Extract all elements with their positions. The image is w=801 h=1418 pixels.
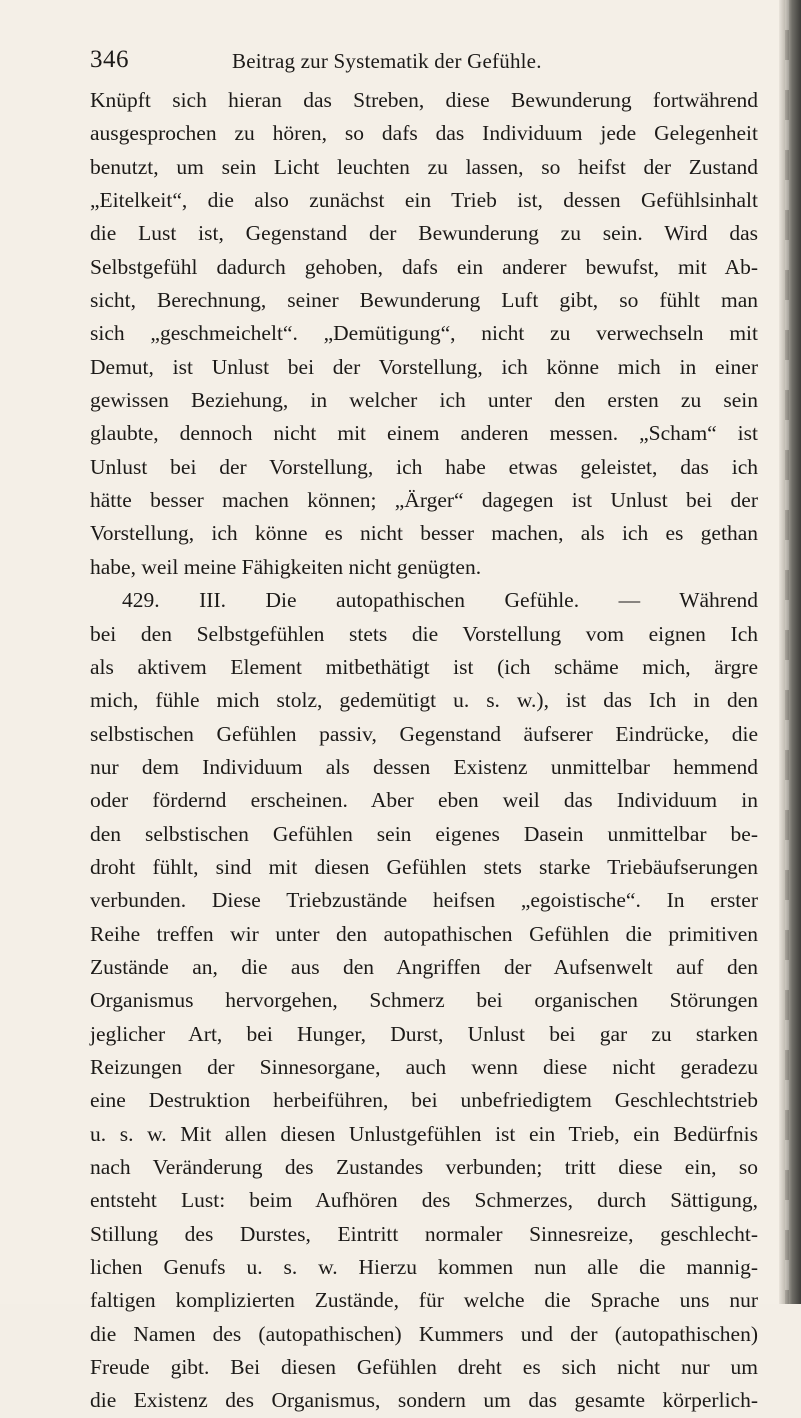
text-line: nur dem Individuum als dessen Existenz unmittelbar hemmend: [90, 754, 758, 779]
text-line: verbunden. Diese Triebzustände heifsen „egoistische“. In erster: [90, 888, 758, 913]
text-line: entsteht Lust: beim Aufhören des Schmerzes, durch Sättigung,: [90, 1188, 758, 1213]
text-line: bei den Selbstgefühlen stets die Vorstellung vom eignen Ich: [90, 621, 758, 646]
text-line: nach Veränderung des Zustandes verbunden; tritt diese ein, so: [90, 1155, 758, 1179]
text-line: den selbstischen Gefühlen sein eigenes Dasein unmittelbar be-: [90, 821, 758, 846]
text-line: u. s. w. Mit allen diesen Unlustgefühlen ist ein Trieb, ein Bedürfnis: [90, 1121, 758, 1146]
text-line: eine Destruktion herbeiführen, bei unbefriedigtem Geschlechtstrieb: [90, 1088, 758, 1113]
text-line: droht fühlt, sind mit diesen Gefühlen stets starke Triebäufserungen: [90, 854, 758, 879]
page-binding-edge: [779, 0, 801, 1304]
text-line: gewissen Beziehung, in welcher ich unter den ersten zu sein: [90, 388, 758, 413]
text-line: Freude gibt. Bei diesen Gefühlen dreht es sich nicht nur um: [90, 1355, 758, 1380]
text-line: jeglicher Art, bei Hunger, Durst, Unlust bei gar zu starken: [90, 1021, 758, 1046]
text-line: Knüpft sich hieran das Streben, diese Bewunderung fortwährend: [90, 88, 758, 112]
running-head: Beitrag zur Systematik der Gefühle.: [232, 49, 542, 73]
text-line: Unlust bei der Vorstellung, ich habe etwas geleistet, das ich: [90, 454, 758, 479]
text-line: die Existenz des Organismus, sondern um das gesamte körperlich-: [90, 1388, 758, 1413]
paragraph-end-line: habe, weil meine Fähigkeiten nicht genügten.: [90, 554, 482, 579]
text-line: „Eitelkeit“, die also zunächst ein Trieb ist, dessen Gefühlsinhalt: [90, 188, 758, 213]
text-line: ausgesprochen zu hören, so dafs das Individuum jede Gelegenheit: [90, 121, 758, 146]
text-line: Zustände an, die aus den Angriffen der Aufsenwelt auf den: [90, 954, 758, 979]
text-line: oder fördernd erscheinen. Aber eben weil das Individuum in: [90, 788, 758, 813]
text-line: Demut, ist Unlust bei der Vorstellung, ich könne mich in einer: [90, 354, 758, 379]
text-line: Vorstellung, ich könne es nicht besser machen, als ich es gethan: [90, 521, 758, 546]
text-line: selbstischen Gefühlen passiv, Gegenstand äufserer Eindrücke, die: [90, 721, 758, 746]
text-line: sich „geschmeichelt“. „Demütigung“, nicht zu verwechseln mit: [90, 321, 758, 346]
page-number: 346: [90, 46, 129, 73]
text-line: glaubte, dennoch nicht mit einem anderen messen. „Scham“ ist: [90, 421, 758, 446]
text-line: lichen Genufs u. s. w. Hierzu kommen nun alle die mannig-: [90, 1255, 758, 1280]
text-line: Organismus hervorgehen, Schmerz bei organischen Störungen: [90, 988, 758, 1013]
text-line: Reihe treffen wir unter den autopathischen Gefühlen die primitiven: [90, 921, 758, 946]
text-line: als aktivem Element mitbethätigt ist (ich schäme mich, ärgre: [90, 654, 758, 679]
text-line: mich, fühle mich stolz, gedemütigt u. s. w.), ist das Ich in den: [90, 688, 758, 713]
page-header: [90, 46, 740, 86]
text-line: hätte besser machen können; „Ärger“ dagegen ist Unlust bei der: [90, 488, 758, 513]
text-line: sicht, Berechnung, seiner Bewunderung Luft gibt, so fühlt man: [90, 288, 758, 313]
text-line: Reizungen der Sinnesorgane, auch wenn diese nicht geradezu: [90, 1054, 758, 1079]
body-text: [90, 84, 758, 1418]
text-line: die Lust ist, Gegenstand der Bewunderung zu sein. Wird das: [90, 221, 758, 246]
text-line: die Namen des (autopathischen) Kummers und der (autopathischen): [90, 1321, 758, 1346]
text-line: Stillung des Durstes, Eintritt normaler Sinnesreize, geschlecht-: [90, 1221, 758, 1246]
section-heading-line: 429. III. Die autopathischen Gefühle. — Während: [122, 588, 758, 613]
text-line: benutzt, um sein Licht leuchten zu lassen, so heifst der Zustand: [90, 154, 758, 179]
text-line: Selbstgefühl dadurch gehoben, dafs ein anderer bewufst, mit Ab-: [90, 254, 758, 279]
text-line: faltigen komplizierten Zustände, für welche die Sprache uns nur: [90, 1288, 758, 1313]
